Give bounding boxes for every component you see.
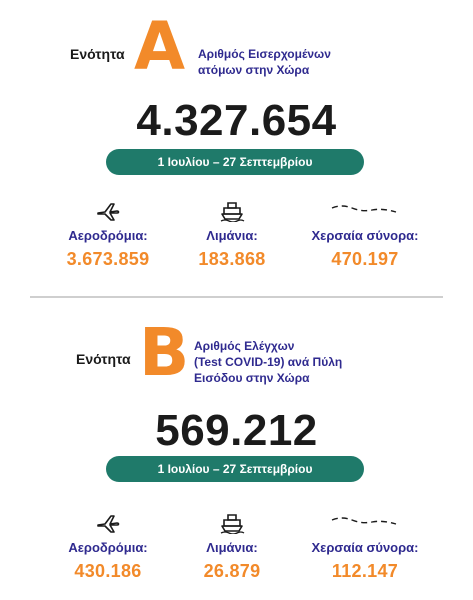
land-borders-label: Χερσαία σύνορα: (311, 228, 419, 243)
ship-icon (219, 200, 245, 222)
land-border-icon (330, 200, 400, 222)
airports-label: Αεροδρόμια: (68, 540, 148, 555)
ship-icon (219, 512, 245, 534)
land-borders-value: 470.197 (331, 249, 399, 269)
section-b-ports (162, 512, 302, 582)
section-a-description (198, 46, 331, 78)
airports-label: Αεροδρόμια: (68, 228, 148, 243)
ports-value: 26.879 (203, 561, 261, 581)
section-b-total: 569.212 (155, 406, 318, 455)
section-a-period-badge: 1 Ιουλίου – 27 Σεπτεμβρίου (106, 149, 364, 175)
airports-value: 3.673.859 (66, 249, 150, 269)
section-b-description-line: Εισόδου στην Χώρα (194, 371, 310, 385)
section-a-letter: A (134, 8, 186, 85)
section-a-label: Ενότητα (70, 46, 125, 62)
section-a-description-line: Αριθμός Εισερχομένων (198, 47, 331, 61)
section-a (0, 0, 473, 295)
section-a-land-borders (295, 200, 435, 270)
section-a-description-line: ατόμων στην Χώρα (198, 63, 310, 77)
section-b-period-badge: 1 Ιουλίου – 27 Σεπτεμβρίου (106, 456, 364, 482)
section-divider (30, 296, 443, 298)
ports-label: Λιμάνια: (206, 540, 258, 555)
airplane-icon (95, 512, 121, 534)
land-borders-value: 112.147 (331, 561, 399, 581)
land-borders-label: Χερσαία σύνορα: (311, 540, 419, 555)
section-a-total: 4.327.654 (136, 96, 337, 145)
section-b-description-line: Αριθμός Ελέγχων (194, 339, 295, 353)
section-b-airports (38, 512, 178, 582)
section-a-airports (38, 200, 178, 270)
section-b-description-line: (Test COVID-19) ανά Πύλη (194, 355, 343, 369)
ports-value: 183.868 (198, 249, 266, 269)
section-b-label: Ενότητα (76, 351, 131, 367)
airports-value: 430.186 (74, 561, 142, 581)
airplane-icon (95, 200, 121, 222)
section-b (0, 300, 473, 600)
section-b-description (194, 338, 342, 386)
section-b-land-borders (295, 512, 435, 582)
section-b-letter: B (139, 314, 190, 391)
ports-label: Λιμάνια: (206, 228, 258, 243)
section-a-ports (162, 200, 302, 270)
land-border-icon (330, 512, 400, 534)
